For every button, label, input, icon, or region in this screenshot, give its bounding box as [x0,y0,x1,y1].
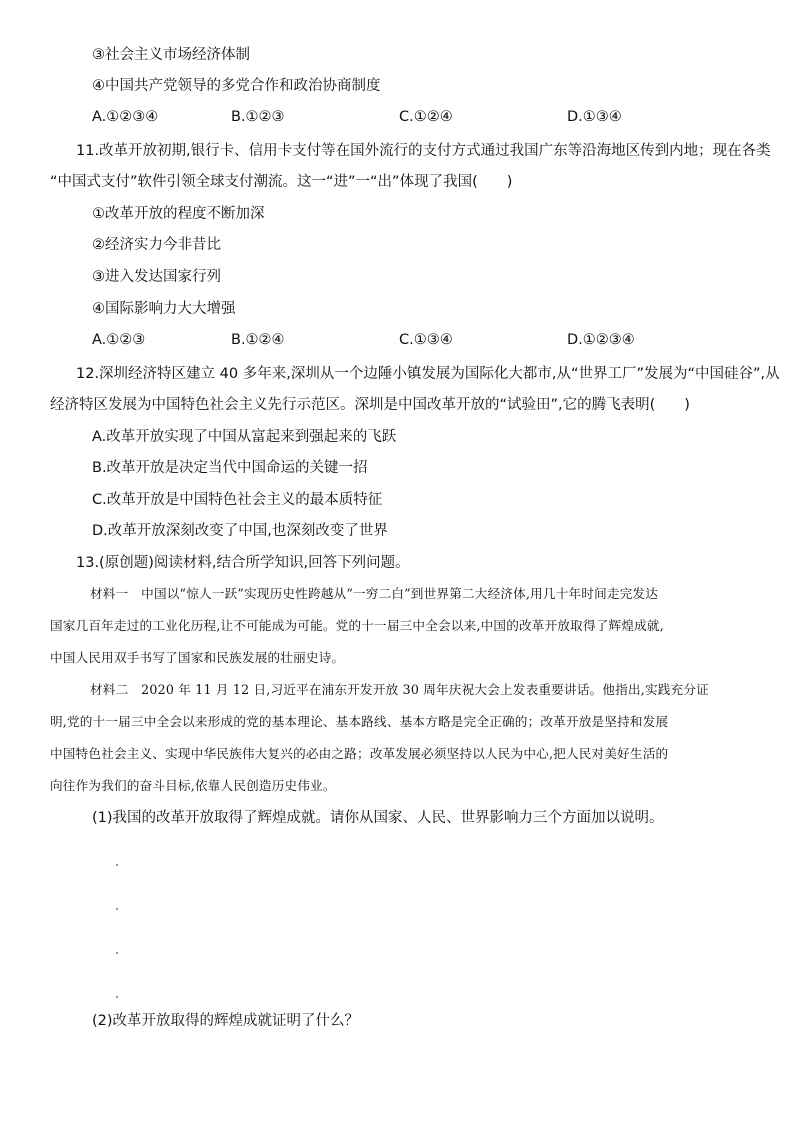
q13-material2-line2: 明,党的十一届三中全会以来形成的党的基本理论、基本路线、基本方略是完全正确的；改革开放是坚持和发展 [50,714,669,729]
q13-material2-line1: 材料二 2020 年 11 月 12 日,习近平在浦东开发开放 30 周年庆祝大会上发表重要讲话。他指出,实践充分证 [90,682,709,697]
answer-space-marker [116,996,118,998]
q11-option-b: B.①②④ [231,332,285,348]
q11-stem-line2: “中国式支付”软件引领全球支付潮流。这一“进”一“出”体现了我国( ) [50,174,513,190]
q10-item-3: ③社会主义市场经济体制 [92,47,250,63]
q11-item-2: ②经济实力今非昔比 [92,237,221,253]
answer-space-marker [116,952,118,954]
q13-sub1: (1)我国的改革开放取得了辉煌成就。请你从国家、人民、世界影响力三个方面加以说明。 [92,810,664,826]
q13-stem: 13.(原创题)阅读材料,结合所学知识,回答下列问题。 [76,555,410,571]
q11-item-4: ④国际影响力大大增强 [92,301,236,317]
q10-item-4: ④中国共产党领导的多党合作和政治协商制度 [92,78,381,94]
q12-stem-line1: 12.深圳经济特区建立 40 多年来,深圳从一个边陲小镇发展为国际化大都市,从“世界工厂”发展为“中国硅谷”,从 [76,366,780,382]
q10-option-a: A.①②③④ [92,109,159,125]
answer-space-marker [116,908,118,910]
q12-option-c: C.改革开放是中国特色社会主义的最本质特征 [92,492,383,508]
q11-stem-line1: 11.改革开放初期,银行卡、信用卡支付等在国外流行的支付方式通过我国广东等沿海地区传到内地；现在各类 [76,143,771,159]
q13-sub2: (2)改革开放取得的辉煌成就证明了什么？ [92,1013,360,1029]
q13-material2-line3: 中国特色社会主义、实现中华民族伟大复兴的必由之路；改革发展必须坚持以人民为中心,把人民对美好生活的 [50,746,669,761]
q13-material1-line1: 材料一 中国以“惊人一跃”实现历史性跨越从“一穷二白”到世界第二大经济体,用几十年时间走完发达 [90,586,659,601]
q12-option-b: B.改革开放是决定当代中国命运的关键一招 [92,460,368,476]
q10-option-d: D.①③④ [567,109,622,125]
q13-material2-line4: 向往作为我们的奋斗目标,依靠人民创造历史伟业。 [50,778,336,793]
q11-item-1: ①改革开放的程度不断加深 [92,206,265,222]
q11-option-a: A.①②③ [92,332,146,348]
q13-material1-line2: 国家几百年走过的工业化历程,让不可能成为可能。党的十一届三中全会以来,中国的改革开放取得了辉煌成就, [50,618,664,633]
answer-space-marker [116,864,118,866]
q13-material1-line3: 中国人民用双手书写了国家和民族发展的壮丽史诗。 [50,650,345,665]
q10-option-c: C.①②④ [399,109,453,125]
q11-option-c: C.①③④ [399,332,453,348]
q10-option-b: B.①②③ [231,109,285,125]
q11-item-3: ③进入发达国家行列 [92,269,221,285]
q11-option-d: D.①②③④ [567,332,635,348]
q12-option-d: D.改革开放深刻改变了中国,也深刻改变了世界 [92,523,388,539]
q12-option-a: A.改革开放实现了中国从富起来到强起来的飞跃 [92,429,397,445]
q12-stem-line2: 经济特区发展为中国特色社会主义先行示范区。深圳是中国改革开放的“试验田”,它的腾飞表明( ) [50,397,690,413]
